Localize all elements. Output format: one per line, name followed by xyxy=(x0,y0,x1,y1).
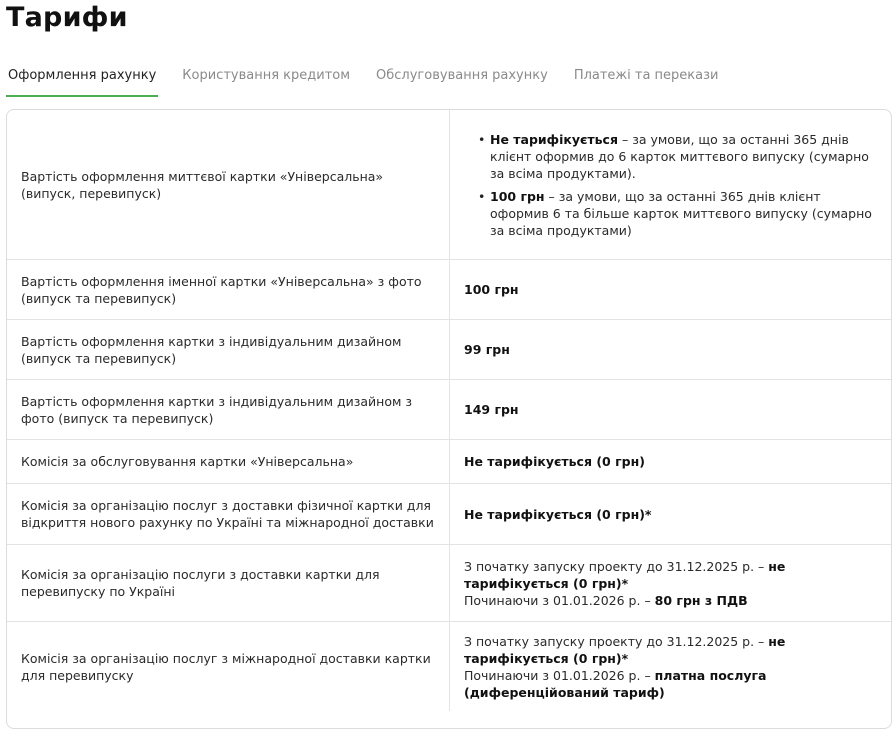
tab-credit-usage[interactable]: Користування кредитом xyxy=(182,68,351,83)
period-tariff: платна послуга (диференційований тариф) xyxy=(464,667,767,700)
row-value-text: 100 грн xyxy=(464,282,519,297)
row-value xyxy=(450,440,891,483)
tab-account-opening[interactable]: Оформлення рахунку xyxy=(6,64,158,96)
row-label: Вартість оформлення картки з індивідуальним дизайном (випуск та перевипуск) xyxy=(7,320,450,379)
table-row xyxy=(7,544,891,621)
row-value-text: 149 грн xyxy=(464,402,519,417)
row-value xyxy=(450,545,891,621)
conditions-list xyxy=(464,131,877,239)
row-label: Комісія за організацію послуг з доставки фізичної картки для відкриття нового рахунку по Україні та міжнародної доставки xyxy=(7,484,450,544)
value-line-2 xyxy=(464,592,877,609)
row-label: Вартість оформлення миттєвої картки «Універсальна» (випуск, перевипуск) xyxy=(7,110,450,259)
period-text: З початку запуску проекту до 31.12.2025 р. – xyxy=(464,633,769,649)
tab-account-service[interactable]: Обслуговування рахунку xyxy=(376,68,548,83)
table-row xyxy=(7,379,891,439)
row-value xyxy=(450,260,891,319)
period-tariff: не тарифікується (0 грн)* xyxy=(464,633,786,666)
period-tariff: не тарифікується (0 грн)* xyxy=(464,558,786,591)
row-value xyxy=(450,110,891,259)
row-value-text: Не тарифікується (0 грн) xyxy=(464,454,645,469)
row-value xyxy=(450,380,891,439)
row-label: Комісія за організацію послуги з доставки картки для перевипуску по Україні xyxy=(7,545,450,621)
table-row xyxy=(7,483,891,544)
row-label: Комісія за обслуговування картки «Універсальна» xyxy=(7,440,450,483)
row-label: Вартість оформлення іменної картки «Універсальна» з фото (випуск та перевипуск) xyxy=(7,260,450,319)
row-value-text: Не тарифікується (0 грн)* xyxy=(464,506,652,522)
tariffs-table xyxy=(6,109,892,729)
condition-text: – за умови, що за останні 365 днів клієнт оформив 6 та більше карток миттєвого випуску (сумарно за всіма продуктами) xyxy=(490,188,872,238)
period-tariff: 80 грн з ПДВ xyxy=(654,592,748,608)
value-line-1 xyxy=(464,633,877,667)
tabs-bar xyxy=(6,64,721,96)
period-text: Починаючи з 01.01.2026 р. – xyxy=(464,667,655,683)
condition-text: – за умови, що за останні 365 днів клієнт оформив до 6 карток миттєвого випуску (сумарно за всіма продуктами). xyxy=(490,131,869,181)
row-label: Вартість оформлення картки з індивідуальним дизайном з фото (випуск та перевипуск) xyxy=(7,380,450,439)
row-value xyxy=(450,622,891,711)
row-label: Комісія за організацію послуг з міжнародної доставки картки для перевипуску xyxy=(7,622,450,711)
condition-bold: Не тарифікується xyxy=(490,131,618,147)
table-row xyxy=(7,259,891,319)
list-item xyxy=(490,131,877,182)
row-value-text: 99 грн xyxy=(464,342,510,357)
table-row xyxy=(7,439,891,483)
table-row xyxy=(7,319,891,379)
value-line-1 xyxy=(464,558,877,592)
table-row xyxy=(7,621,891,711)
page-title: Тарифи xyxy=(6,2,128,33)
row-value xyxy=(450,484,891,544)
period-text: Починаючи з 01.01.2026 р. – xyxy=(464,592,655,608)
value-line-2 xyxy=(464,667,877,701)
row-value xyxy=(450,320,891,379)
tab-payments-transfers[interactable]: Платежі та перекази xyxy=(573,68,719,83)
list-item xyxy=(490,188,877,239)
condition-bold: 100 грн xyxy=(490,188,545,204)
period-text: З початку запуску проекту до 31.12.2025 р. – xyxy=(464,558,769,574)
table-row xyxy=(7,110,891,259)
